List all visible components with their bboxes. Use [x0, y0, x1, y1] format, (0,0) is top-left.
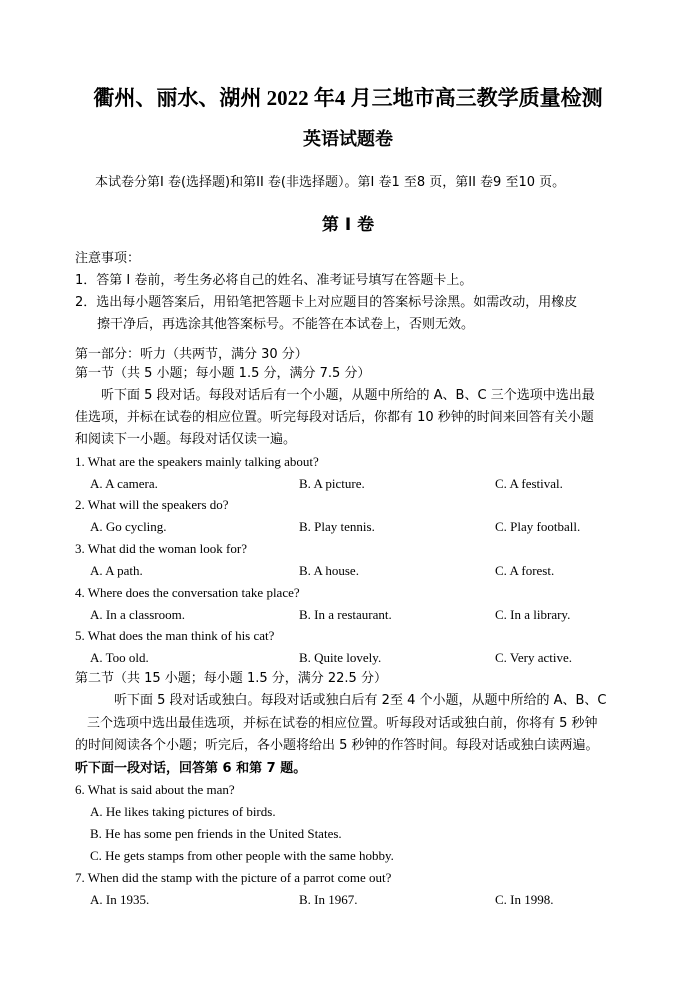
exam-intro: 本试卷分第I 卷(选择题)和第II 卷(非选择题）。第I 卷1 至8 页，第II 卷9 至10 页。: [95, 175, 566, 190]
question-3-option-b: B. A house.: [299, 563, 359, 578]
question-1-option-c: C. A festival.: [495, 476, 563, 491]
section-1-instr-line-1: 听下面 5 段对话。每段对话后有一个小题，从题中所给的 A、B、C 三个选项中选出最: [101, 388, 595, 403]
question-6-stem: 6. What is said about the man?: [75, 782, 235, 797]
question-1-option-a: A. A camera.: [90, 476, 158, 491]
part-title: 第 I 卷: [321, 215, 375, 235]
section-2-instr-line-1: 听下面 5 段对话或独白。每段对话或独白后有 2至 4 个小题，从题中所给的 A、B、C: [114, 693, 607, 708]
question-2-option-c: C. Play football.: [495, 519, 581, 534]
question-5-option-a: A. Too old.: [90, 650, 149, 665]
question-6-option-b: B. He has some pen friends in the United States.: [90, 826, 342, 841]
section-2-instr-line-2: 三个选项中选出最佳选项，并标在试卷的相应位置。听每段对话或独白前，你将有 5 秒钟: [87, 716, 598, 731]
notice-heading: 注意事项：: [75, 251, 141, 266]
section-1-heading: 第一节（共 5 小题；每小题 1.5 分，满分 7.5 分）: [75, 366, 371, 381]
question-5-option-b: B. Quite lovely.: [299, 650, 382, 665]
section-1-instr-line-3: 和阅读下一小题。每段对话仅读一遍。: [75, 432, 297, 447]
question-7-option-b: B. In 1967.: [299, 892, 358, 907]
question-5-stem: 5. What does the man think of his cat?: [75, 628, 275, 643]
question-4-option-b: B. In a restaurant.: [299, 607, 392, 622]
question-2-option-b: B. Play tennis.: [299, 519, 375, 534]
dialogue-group-heading: 听下面一段对话，回答第 6 和第 7 题。: [75, 761, 307, 776]
listening-part-heading: 第一部分：听力（共两节，满分 30 分）: [75, 347, 308, 362]
section-2-heading: 第二节（共 15 小题；每小题 1.5 分，满分 22.5 分）: [75, 671, 387, 686]
question-4-option-a: A. In a classroom.: [90, 607, 185, 622]
question-6-option-a: A. He likes taking pictures of birds.: [90, 804, 276, 819]
question-7-option-a: A. In 1935.: [90, 892, 150, 907]
question-3-option-c: C. A forest.: [495, 563, 555, 578]
question-4-option-c: C. In a library.: [495, 607, 571, 622]
question-7-stem: 7. When did the stamp with the picture of a parrot come out?: [75, 870, 392, 885]
question-4-stem: 4. Where does the conversation take place?: [75, 585, 300, 600]
question-7-option-c: C. In 1998.: [495, 892, 554, 907]
question-1-stem: 1. What are the speakers mainly talking about?: [75, 454, 319, 469]
notice-item-1: 1．答第 I 卷前，考生务必将自己的姓名、准考证号填写在答题卡上。: [75, 273, 473, 288]
exam-subtitle: 英语试题卷: [303, 129, 393, 150]
question-5-option-c: C. Very active.: [495, 650, 573, 665]
question-3-stem: 3. What did the woman look for?: [75, 541, 247, 556]
question-6-option-c: C. He gets stamps from other people with the same hobby.: [90, 848, 394, 863]
section-2-instr-line-3: 的时间阅读各个小题；听完后，各小题将给出 5 秒钟的作答时间。每段对话或独白读两遍。: [75, 738, 599, 753]
notice-item-2-line-1: 2．选出每小题答案后，用铅笔把答题卡上对应题目的答案标号涂黑。如需改动，用橡皮: [75, 295, 578, 310]
section-1-instr-line-2: 佳选项，并标在试卷的相应位置。听完每段对话后，你都有 10 秒钟的时间来回答有关小题: [75, 410, 594, 425]
question-2-stem: 2. What will the speakers do?: [75, 497, 229, 512]
exam-title: 衢州、丽水、湖州 2022 年4 月三地市高三教学质量检测: [93, 86, 603, 110]
question-3-option-a: A. A path.: [90, 563, 143, 578]
question-2-option-a: A. Go cycling.: [90, 519, 167, 534]
notice-item-2-line-2: 擦干净后，再选涂其他答案标号。不能答在本试卷上，否则无效。: [97, 317, 475, 332]
question-1-option-b: B. A picture.: [299, 476, 365, 491]
